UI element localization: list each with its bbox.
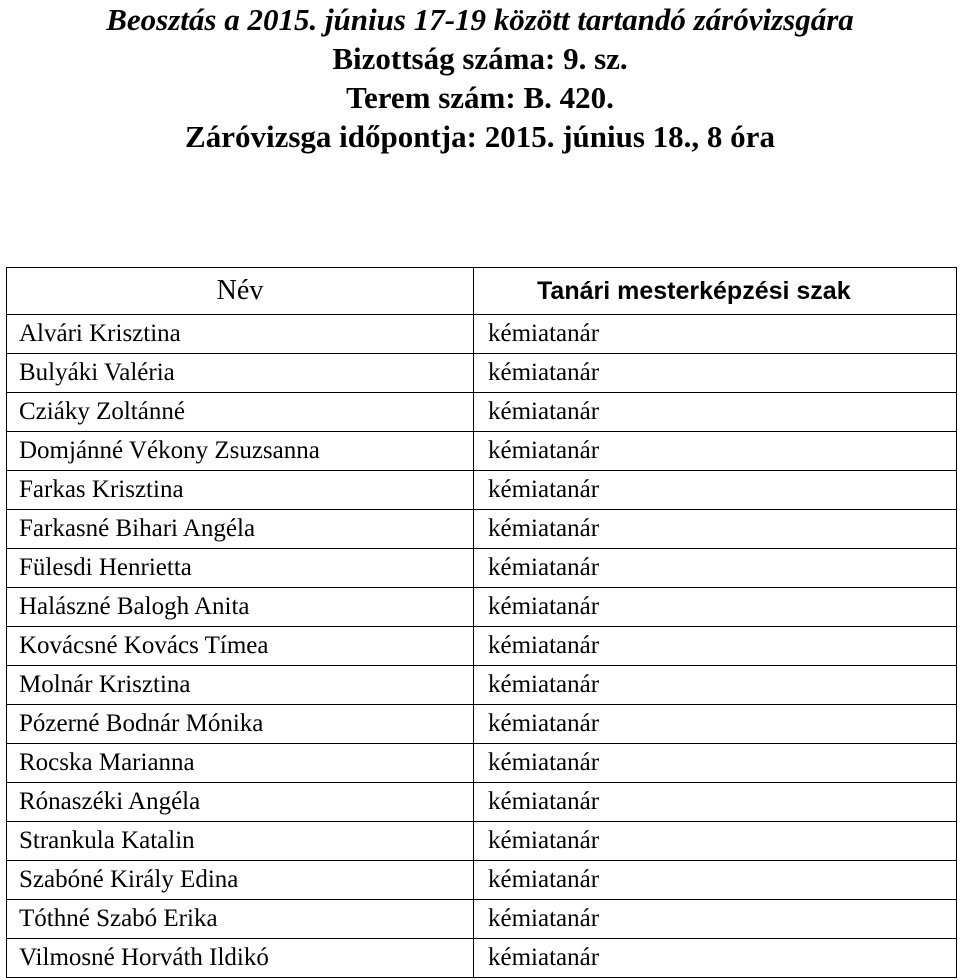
table-row	[7, 627, 957, 666]
student-major: kémiatanár	[474, 393, 957, 432]
table-row	[7, 861, 957, 900]
student-major: kémiatanár	[474, 510, 957, 549]
table-row	[7, 705, 957, 744]
table-row	[7, 822, 957, 861]
student-major: kémiatanár	[474, 861, 957, 900]
student-name: Halászné Balogh Anita	[7, 588, 474, 627]
student-name: Strankula Katalin	[7, 822, 474, 861]
student-major: kémiatanár	[474, 744, 957, 783]
table-body	[7, 315, 957, 978]
table-row	[7, 393, 957, 432]
student-major: kémiatanár	[474, 822, 957, 861]
table-row	[7, 900, 957, 939]
document-header	[0, 0, 960, 156]
student-name: Fülesdi Henrietta	[7, 549, 474, 588]
table-row	[7, 354, 957, 393]
student-name: Kovácsné Kovács Tímea	[7, 627, 474, 666]
student-name: Pózerné Bodnár Mónika	[7, 705, 474, 744]
name-column-header: Név	[7, 268, 474, 315]
student-major: kémiatanár	[474, 627, 957, 666]
student-name: Farkasné Bihari Angéla	[7, 510, 474, 549]
student-name: Farkas Krisztina	[7, 471, 474, 510]
student-table	[6, 267, 957, 978]
table-row	[7, 432, 957, 471]
student-major: kémiatanár	[474, 588, 957, 627]
room-number: Terem szám: B. 420.	[346, 80, 614, 115]
student-name: Alvári Krisztina	[7, 315, 474, 354]
table-row	[7, 315, 957, 354]
committee-number: Bizottság száma: 9. sz.	[332, 41, 628, 76]
student-name: Vilmosné Horváth Ildikó	[7, 939, 474, 978]
exam-schedule-title: Beosztás a 2015. június 17-19 között tartandó záróvizsgára	[106, 2, 854, 37]
table-row	[7, 471, 957, 510]
student-major: kémiatanár	[474, 783, 957, 822]
student-major: kémiatanár	[474, 432, 957, 471]
student-name: Szabóné Király Edina	[7, 861, 474, 900]
table-row	[7, 783, 957, 822]
student-name: Tóthné Szabó Erika	[7, 900, 474, 939]
student-major: kémiatanár	[474, 939, 957, 978]
exam-datetime: Záróvizsga időpontja: 2015. június 18., 8 óra	[185, 119, 775, 154]
student-major: kémiatanár	[474, 900, 957, 939]
major-column-header: Tanári mesterképzési szak	[474, 268, 957, 315]
student-name: Domjánné Vékony Zsuzsanna	[7, 432, 474, 471]
student-name: Molnár Krisztina	[7, 666, 474, 705]
table-row	[7, 939, 957, 978]
table-row	[7, 510, 957, 549]
student-major: kémiatanár	[474, 471, 957, 510]
student-name: Rocska Marianna	[7, 744, 474, 783]
table-row	[7, 549, 957, 588]
student-major: kémiatanár	[474, 666, 957, 705]
table-header-row	[7, 268, 957, 315]
student-major: kémiatanár	[474, 549, 957, 588]
table-row	[7, 666, 957, 705]
student-major: kémiatanár	[474, 354, 957, 393]
student-major: kémiatanár	[474, 705, 957, 744]
student-name: Cziáky Zoltánné	[7, 393, 474, 432]
student-name: Bulyáki Valéria	[7, 354, 474, 393]
table-row	[7, 744, 957, 783]
student-name: Rónaszéki Angéla	[7, 783, 474, 822]
table-row	[7, 588, 957, 627]
student-major: kémiatanár	[474, 315, 957, 354]
